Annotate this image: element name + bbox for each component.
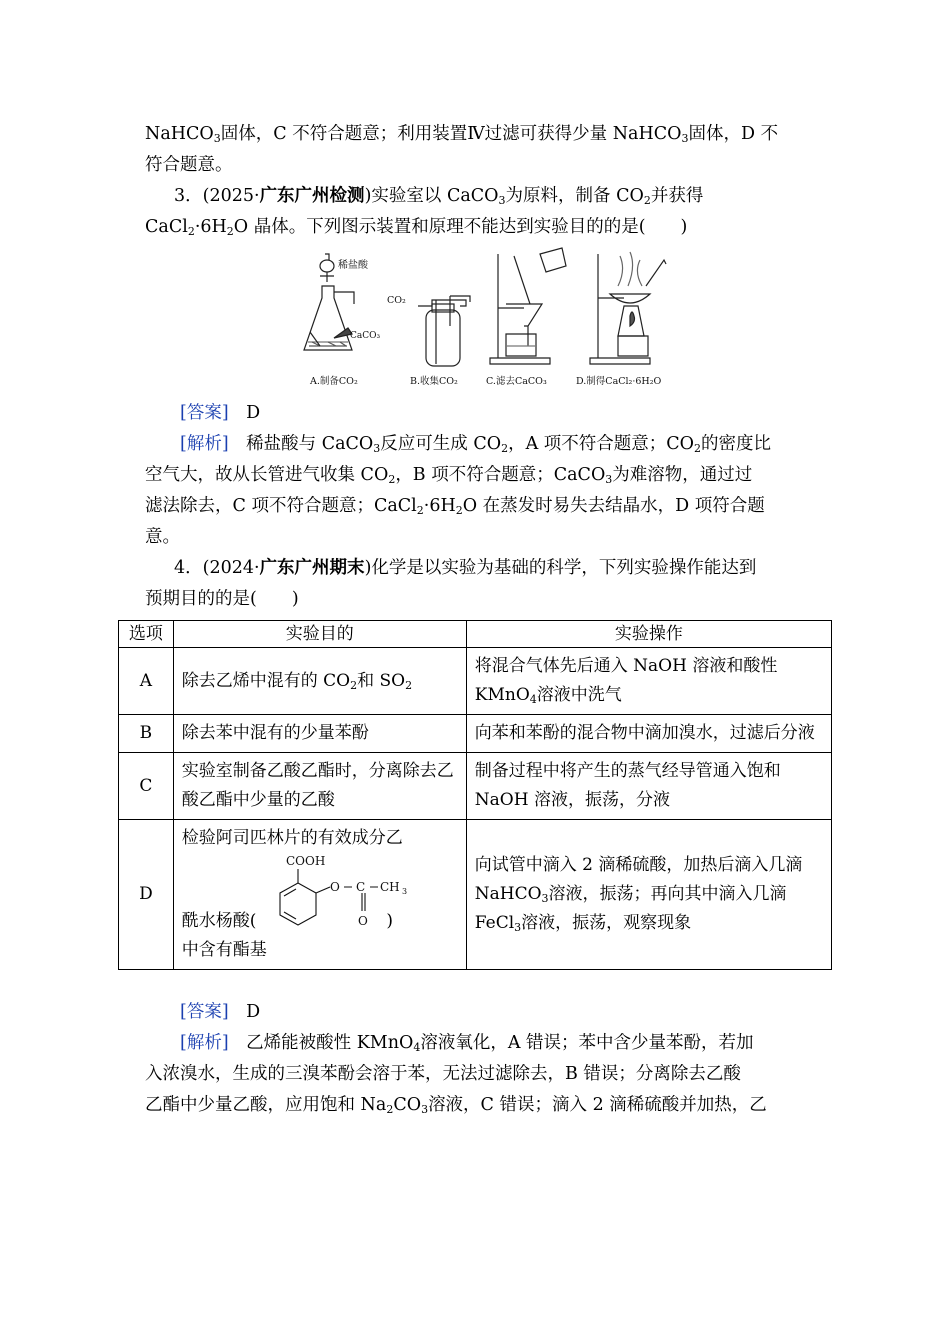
header-operation: 实验操作 [466,621,831,648]
caption-d: D.制得CaCl₂·6H₂O [576,376,662,387]
option-d: D [119,820,174,970]
q3-analysis-line-1: [解析] 稀盐酸与 CaCO$_3$反应可生成 $CO_2$，A 项不符合题意；$CO_2$的密度比 [180,434,772,455]
purpose-c: 实验室制备乙酸乙酯时，分离除去乙酸乙酯中少量的乙酸 [173,753,466,820]
header-purpose: 实验目的 [173,621,466,648]
option-b: B [119,715,174,753]
operation-b: 向苯和苯酚的混合物中滴加溴水，过滤后分液 [466,715,831,753]
intro-line-1: NaHCO$_3$固体，C 不符合题意；利用装置Ⅳ过滤可获得少量 NaHCO$_3$固体，D 不 [145,124,779,145]
label-dilute-hcl: 稀盐酸 [338,260,368,271]
q3-answer: [答案] D [180,403,261,423]
purpose-d: 检验阿司匹林片的有效成分乙 COOH O C CH 3 O 酰水杨酸( ) 中含有酯基 [173,820,466,970]
purpose-b: 除去苯中混有的少量苯酚 [173,715,466,753]
apparatus-figure [300,246,690,396]
apparatus-d [576,252,666,387]
q3-analysis-line-2: 空气大，故从长管进气收集 $CO_2$，B 项不符合题意；CaCO$_3$为难溶物，通过过 [145,465,753,486]
q3-stem-line-2: $CaCl_2\cdot 6H_2O$ 晶体。下列图示装置和原理不能达到实验目的的是( ) [145,217,688,238]
table-row-c [119,753,832,820]
answer-tag: [答案] [180,1002,229,1022]
table-row-b [119,715,832,753]
header-option: 选项 [119,621,174,648]
experiment-table [118,620,832,970]
svg-text:CH: CH [379,880,400,894]
table-row-a [119,648,832,715]
q4-stem-line-2: 预期目的的是( ) [145,589,299,609]
table-header-row [119,621,832,648]
q4-analysis-line-2: 入浓溴水，生成的三溴苯酚会溶于苯，无法过滤除去，B 错误；分离除去乙酸 [145,1064,741,1084]
purpose-a: 除去乙烯中混有的 $CO_2$和 $SO_2$ [173,648,466,715]
table-row-d [119,820,832,970]
option-a: A [119,648,174,715]
q4-analysis-line-3: 乙酯中少量乙酸，应用饱和 $Na_2CO_3$溶液，C 错误；滴入 2 滴稀硫酸并加热，乙 [145,1095,767,1116]
svg-text:COOH: COOH [285,854,326,868]
q4-answer: [答案] D [180,1002,261,1022]
caption-a: A.制备CO₂ [310,376,358,387]
analysis-tag: [解析] [180,434,229,454]
svg-text:C: C [355,880,365,894]
caption-b: B.收集CO₂ [410,376,458,387]
svg-text:3: 3 [401,887,407,896]
operation-d: 向试管中滴入 2 滴稀硫酸，加热后滴入几滴 NaHCO$_3$溶液，振荡；再向其中滴入几滴 FeCl$_3$溶液，振荡，观察现象 [466,820,831,970]
apparatus-b [387,295,470,387]
answer-tag: [答案] [180,403,229,423]
q4-stem-line-1: 4．(2024·广东广州期末)化学是以实验为基础的科学，下列实验操作能达到 [174,558,757,578]
q3-stem-line-1: 3．(2025·广东广州检测)实验室以 CaCO$_3$为原料，制备 $CO_2$并获得 [174,186,704,207]
intro-line-2: 符合题意。 [145,155,233,175]
apparatus-c [486,248,566,387]
operation-c: 制备过程中将产生的蒸气经导管通入饱和 NaOH 溶液，振荡，分液 [466,753,831,820]
svg-text:O: O [329,880,340,894]
q3-analysis-line-4: 意。 [145,527,180,547]
caption-c: C.滤去CaCO₃ [486,376,547,387]
q3-analysis-line-3: 滤法除去，C 项不符合题意；$CaCl_2\cdot 6H_2O$ 在蒸发时易失去结晶水，D 项符合题 [145,496,765,517]
svg-text:O: O [357,914,368,928]
label-caco3: CaCO₃ [350,331,381,341]
analysis-tag: [解析] [180,1033,229,1053]
option-c: C [119,753,174,820]
q4-analysis-line-1: [解析] 乙烯能被酸性 KMnO$_4$溶液氧化，A 错误；苯中含少量苯酚，若加 [180,1033,754,1054]
operation-a: 将混合气体先后通入 NaOH 溶液和酸性 KMnO$_4$溶液中洗气 [466,648,831,715]
apparatus-a [304,254,381,387]
label-co2: CO₂ [387,295,406,306]
